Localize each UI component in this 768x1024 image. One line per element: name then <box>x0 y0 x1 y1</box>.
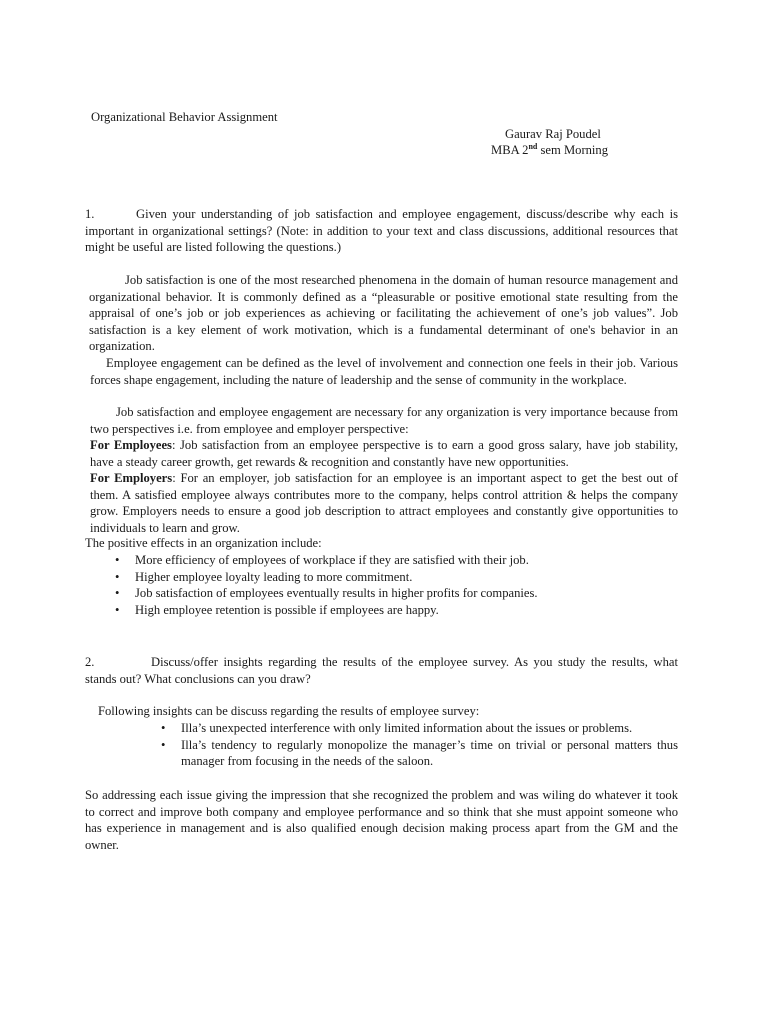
list-item <box>115 602 675 619</box>
employers-label: For Employers <box>90 471 173 485</box>
answer-1-paragraph-1-text: Job satisfaction is one of the most researched phenomena in the domain of human resource management and organizational behavior. It is commonly defined as a “pleasurable or positive emotional state resulting from the appraisal of one’s job or job experiences as achieving or facilitating the achievement of one’s job values”. Job satisfaction is a key element of work motivation, which is a fundamental determinant of one's behavior in an organization. <box>89 273 678 354</box>
question-1 <box>85 206 678 256</box>
assignment-title: Organizational Behavior Assignment <box>91 110 278 124</box>
bullet-icon: • <box>161 721 166 735</box>
list-item-text: Job satisfaction of employees eventually results in higher profits for companies. <box>135 586 538 601</box>
question-2-number: 2. <box>85 655 95 669</box>
list-item <box>161 720 678 737</box>
list-item <box>115 585 675 602</box>
program-prefix: MBA 2 <box>491 143 529 157</box>
program-info <box>491 142 608 159</box>
list-item-text: Higher employee loyalty leading to more commitment. <box>135 569 413 584</box>
insights-list <box>161 720 678 770</box>
list-item-text: High employee retention is possible if employees are happy. <box>135 602 439 617</box>
answer-1-paragraph-2 <box>90 355 678 388</box>
answer-1-paragraph-2-text: Employee engagement can be defined as the level of involvement and connection one feels in their job. Various forces shape engagement, including the nature of leadership and the sense of community in the workplace. <box>90 356 678 387</box>
list-item <box>115 552 675 569</box>
answer-2-conclusion: So addressing each issue giving the impression that she recognized the problem and was wiling do whatever it took to correct and improve both company and employee performance and so think that she must appoint someone who has experience in management and is also qualified enough decision making process apart from the GM and the owner. <box>85 788 678 852</box>
question-2 <box>85 654 678 687</box>
list-item <box>161 737 678 770</box>
employers-paragraph <box>90 470 678 536</box>
question-2-text: Discuss/offer insights regarding the results of the employee survey. As you study the results, what stands out? What conclusions can you draw? <box>85 655 678 686</box>
question-1-number: 1. <box>85 207 95 221</box>
list-item-text: More efficiency of employees of workplace if they are satisfied with their job. <box>135 553 529 567</box>
bullet-icon: • <box>161 737 166 752</box>
employees-label: For Employees <box>90 438 172 452</box>
bullet-icon: • <box>115 569 120 584</box>
answer-1-paragraph-3-text: Job satisfaction and employee engagement are necessary for any organization is very importance because from two perspectives i.e. from employee and employer perspective: <box>90 405 678 436</box>
program-suffix: sem Morning <box>537 143 609 157</box>
list-item-text: Illa’s tendency to regularly monopolize the manager’s time on trivial or personal matters thus manager from focusing in the needs of the saloon. <box>181 737 678 769</box>
bullet-icon: • <box>115 553 120 567</box>
effects-intro: The positive effects in an organization include: <box>85 536 322 550</box>
program-ordinal: nd <box>528 141 538 151</box>
question-1-text: Given your understanding of job satisfaction and employee engagement, discuss/describe why each is important in organizational settings? (Note: in addition to your text and class discussions, additional resources that might be useful are listed following the questions.) <box>85 207 678 255</box>
list-item <box>115 569 675 586</box>
employees-text: : Job satisfaction from an employee perspective is to earn a good gross salary, have job stability, have a steady career growth, get rewards & recognition and constantly have new opportunities. <box>90 438 678 469</box>
effects-list <box>115 552 675 618</box>
author-name: Gaurav Raj Poudel <box>505 127 601 141</box>
answer-1-paragraph-3 <box>90 404 678 437</box>
bullet-icon: • <box>115 602 120 617</box>
bullet-icon: • <box>115 586 120 601</box>
answer-2-intro: Following insights can be discuss regarding the results of employee survey: <box>98 704 480 718</box>
answer-1-paragraph-1 <box>89 272 678 355</box>
employers-text: : For an employer, job satisfaction for an employee is an important aspect to get the best out of them. A satisfied employee always contributes more to the company, helps control attrition & helps the company grow. Employers needs to ensure a good job description to attract employees and constantly give opportunities to individuals to learn and grow. <box>90 471 678 535</box>
list-item-text: Illa’s unexpected interference with only limited information about the issues or problems. <box>181 721 633 735</box>
employees-paragraph <box>90 437 678 470</box>
